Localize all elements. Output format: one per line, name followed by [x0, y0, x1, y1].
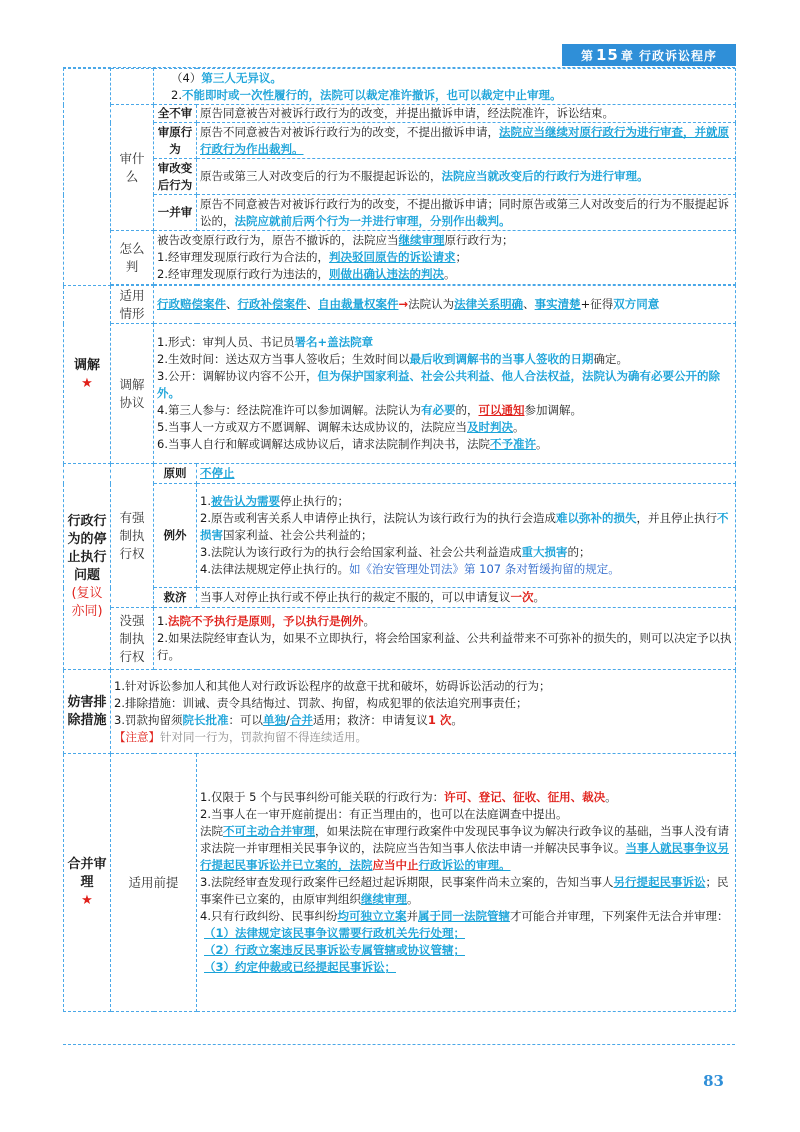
- without-enforcement-label: 没强制执行权: [111, 608, 154, 670]
- suspension-without-row: [64, 608, 736, 670]
- star-icon: ★: [81, 375, 93, 391]
- obstruction-note: 【注意】针对同一行为，罚款拘留不得连续适用。: [114, 729, 367, 744]
- suspension-principle-row: [64, 464, 736, 484]
- with-enforcement-label: 有强制执行权: [111, 464, 154, 608]
- row-text-yibingshen: 原告不同意被告对被诉行政行为的改变，不提出撤诉申请；同时原告或第三人对改变后的行为不服提起诉讼的，法院应就前后两个行为一并进行审理，分别作出裁判。: [197, 195, 736, 231]
- zenmepan-content: 被告改变原行政行为，原告不撤诉的，法院应当继续审理原行政行为； 1.经审理发现原行政行为合法的，判决驳回原告的诉讼请求； 2.经审理发现原行政行为违法的，则做出确认违法的判决。: [154, 231, 736, 285]
- without-enforcement-content: 1.法院不予执行是原则，予以执行是例外。 2.如果法院经审查认为，如果不立即执行，将会给国家利益、公共利益带来不可弥补的损失的，则可以决定予以执行。: [154, 608, 736, 670]
- cannot-perform-at-once: 不能即时或一次性履行的，法院可以裁定准许撤诉，也可以裁定中止审理。: [181, 87, 562, 102]
- zenmepan-row: [64, 231, 736, 285]
- exception-content: 1.被告认为需要停止执行的； 2.原告或利害关系人申请停止执行，法院认为该行政行为的执行会造成难以弥补的损失，并且停止执行不损害国家利益、社会公共利益的； 3.法院认为该行政行为的执行会给国家利益、社会公共利益造成重大损害的； 4.法律法规规定停止执行的。如《治安管理处罚法》第 107 条对暂缓拘留的规定。: [197, 484, 736, 588]
- shen-row-yibingshen: [64, 195, 736, 231]
- obstruction-content: 1.针对诉讼参加人和其他人对行政诉讼程序的故意干扰和破坏，妨碍诉讼活动的行为； 2.排除措施：训诫、责令具结悔过、罚款、拘留，构成犯罪的依法追究刑事责任； 3.罚款拘留须院长批准：可以单独/合并适用；救济：申请复议1 次。 【注意】针对同一行为，罚款拘留不得连续适用。: [111, 670, 736, 754]
- shenshenme-label: 审什么: [111, 105, 154, 231]
- arrow-icon: →: [398, 297, 409, 311]
- mediation-agreement-row: [64, 324, 736, 464]
- merger-content: 1.仅限于 5 个与民事纠纷可能关联的行政行为：许可、登记、征收、征用、裁决。 2.当事人在一审开庭前提出：有正当理由的，也可以在法庭调查中提出。 法院不可主动合并审理，如果法院在审理行政案件中发现民事争议为解决行政争议的基础，当事人没有请求法院一并审理相关民事争议的，法院应当告知当事人依法申请一并解决民事争议。当事人就民事争议另行提起民事诉讼并已立案的，法院应当中止行政诉讼的审理。 3.法院经审查发现行政案件已经超过起诉期限，民事案件尚未立案的，告知当事人另行提起民事诉讼；民事案件已立案的，由原审判组织继续审理。 4.只有行政纠纷、民事纠纷均可独立立案并属于同一法院管辖才可能合并审理，下列案件无法合并审理： （1）法律规定该民事争议需要行政机关先行处理； （2）行政立案违反民事诉讼专属管辖或协议管辖； （3）约定仲裁或已经提起民事诉讼；: [197, 754, 736, 1012]
- mediation-agreement-content: 1.形式：审判人员、书记员署名+盖法院章 2.生效时间：送达双方当事人签收后；生效时间以最后收到调解书的当事人签收的日期确定。 3.公开：调解协议内容不公开，但为保护国家利益、社会公共利益、他人合法权益，法院认为确有必要公开的除外。 4.第三人参与：经法院准许可以参加调解。法院认为有必要的，可以通知参加调解。 5.当事人一方或双方不愿调解、调解未达成协议的，法院应当及时判决。 6.当事人自行和解或调解达成协议后，请求法院制作判决书，法院不予准许。: [154, 324, 736, 464]
- chapter-title: 章 行政诉讼程序: [620, 48, 718, 63]
- chapter-number: 15: [595, 46, 619, 64]
- remedy-content: 当事人对停止执行或不停止执行的裁定不服的，可以申请复议一次。: [197, 588, 736, 608]
- star-icon: ★: [81, 892, 93, 908]
- row-label-gaibianhou: 审改变后行为: [154, 159, 197, 195]
- remedy-label: 救济: [154, 588, 197, 608]
- row-label-yibingshen: 一并审: [154, 195, 197, 231]
- page-number: 83: [703, 1072, 724, 1090]
- obstruction-title: 妨害排除措施: [64, 670, 111, 754]
- merger-title: 合并审理 ★: [64, 754, 111, 1012]
- row-text-yuanxingwei: 原告不同意被告对被诉行政行为的改变，不提出撤诉申请，法院应当继续对原行政行为进行审查，并就原行政行为作出裁判。: [197, 123, 736, 159]
- shen-row-gaibianhou: [64, 159, 736, 195]
- row-text-quanbushen: 原告同意被告对被诉行政行为的改变，并提出撤诉申请，经法院准许，诉讼结束。: [197, 105, 736, 123]
- chapter-prefix: 第: [580, 48, 594, 63]
- row-label-quanbushen: 全不审: [154, 105, 197, 123]
- mediation-agreement-label: 调解协议: [111, 324, 154, 464]
- suspension-exception-row: [64, 484, 736, 588]
- suspension-remedy-row: [64, 588, 736, 608]
- zenmepan-label: 怎么判: [111, 231, 154, 285]
- merger-label: 适用前提: [111, 754, 197, 1012]
- withdrawal-top-row: [64, 69, 736, 105]
- mediation-scope-label: 适用情形: [111, 286, 154, 324]
- shen-row-quanbushen: [64, 105, 736, 123]
- third-party-no-objection: 第三人无异议。: [201, 70, 282, 85]
- withdrawal-continuation: （4）第三人无异议。 2.不能即时或一次性履行的，法院可以裁定准许撤诉，也可以裁定中止审理。: [154, 69, 736, 105]
- obstruction-row: [64, 670, 736, 754]
- shen-row-yuanxingwei: [64, 123, 736, 159]
- row-text-gaibianhou: 原告或第三人对改变后的行为不服提起诉讼的，法院应当就改变后的行政行为进行审理。: [197, 159, 736, 195]
- chapter-header: [562, 44, 736, 66]
- withdrawal-category-cell: [64, 69, 111, 286]
- exception-label: 例外: [154, 484, 197, 588]
- principle-content: 不停止: [197, 464, 736, 484]
- mediation-title: 调解 ★: [64, 286, 111, 464]
- withdrawal-sub-cell: [111, 69, 154, 105]
- merger-row: [64, 754, 736, 1012]
- suspension-title: 行政行为的停止执行问题 (复议亦同): [64, 464, 111, 670]
- note-table: [63, 67, 735, 1045]
- row-label-yuanxingwei: 审原行为: [154, 123, 197, 159]
- mediation-scope-content: 行政赔偿案件、行政补偿案件、自由裁量权案件→法院认为法律关系明确、事实清楚+征得双方同意: [154, 286, 736, 324]
- mediation-scope-row: [64, 286, 736, 324]
- principle-label: 原则: [154, 464, 197, 484]
